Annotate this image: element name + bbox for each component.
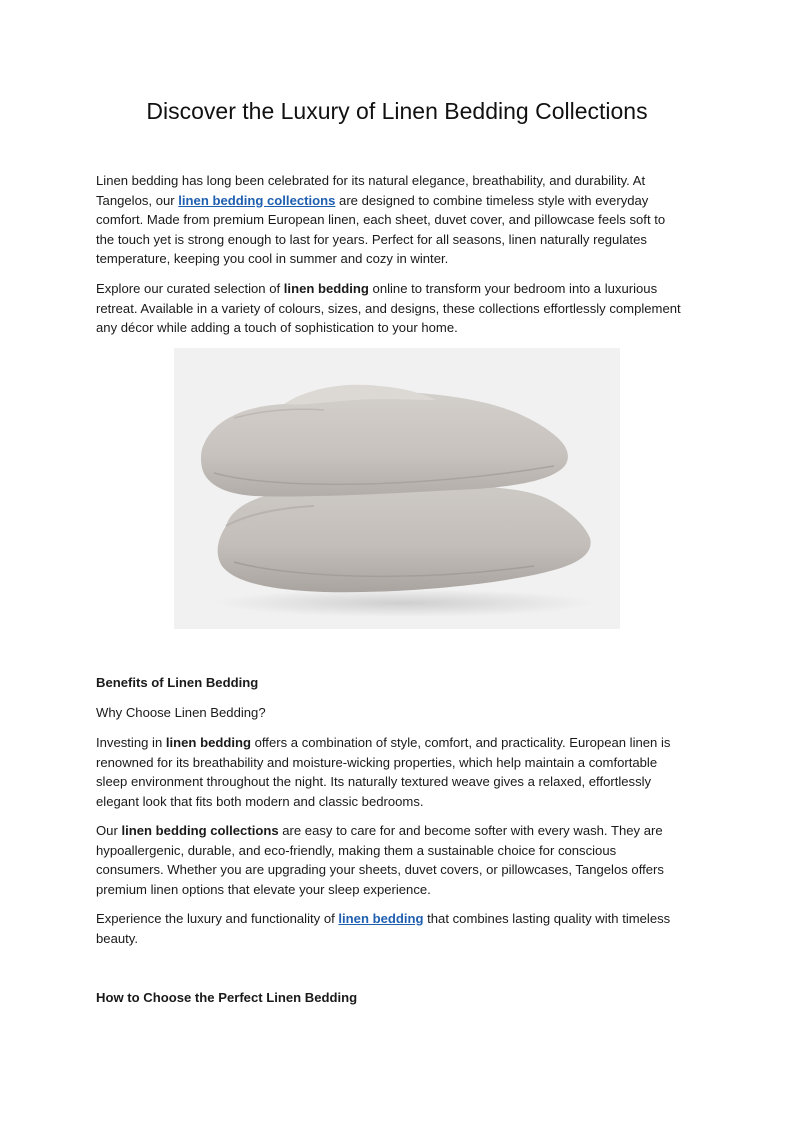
how-to-choose-heading: How to Choose the Perfect Linen Bedding [96,990,358,1005]
page-title: Discover the Luxury of Linen Bedding Collections [146,98,648,124]
linen-bedding-link[interactable]: linen bedding [338,911,424,926]
benefits-heading: Benefits of Linen Bedding [96,675,259,690]
experience-paragraph: Experience the luxury and functionality of linen bedding that combines lasting quality with timeless beauty. [96,911,671,946]
linen-pillows-image [174,348,620,629]
investing-paragraph: Investing in linen bedding offers a combination of style, comfort, and practicality. European linen is renowned for its breathability and moisture-wicking properties, which help maintain a comfortable sleep environment throughout the night. Its naturally textured weave gives a relaxed, effortlessly elegant look that fits both modern and classic bedrooms. [96,735,671,809]
why-choose-text: Why Choose Linen Bedding? [96,705,266,720]
explore-paragraph: Explore our curated selection of linen bedding online to transform your bedroom into a luxurious retreat. Available in a variety of colours, sizes, and designs, these collections effortlessly complement any décor while adding a touch of sophistication to your home. [96,281,681,336]
intro-paragraph: Linen bedding has long been celebrated for its natural elegance, breathability, and durability. At Tangelos, our linen bedding collections are designed to combine timeless style with everyday comfort. Made from premium European linen, each sheet, duvet cover, and pillowcase feels soft to the touch yet is strong enough to last for years. Perfect for all seasons, linen naturally regulates temperature, keeping you cool in summer and cozy in winter. [96,173,666,267]
collections-paragraph: Our linen bedding collections are easy to care for and become softer with every wash. They are hypoallergenic, durable, and eco-friendly, making them a sustainable choice for conscious consumers. Whether you are upgrading your sheets, duvet covers, or pillowcases, Tangelos offers premium linen options that elevate your sleep experience. [96,823,664,897]
linen-bedding-collections-link[interactable]: linen bedding collections [178,192,336,208]
